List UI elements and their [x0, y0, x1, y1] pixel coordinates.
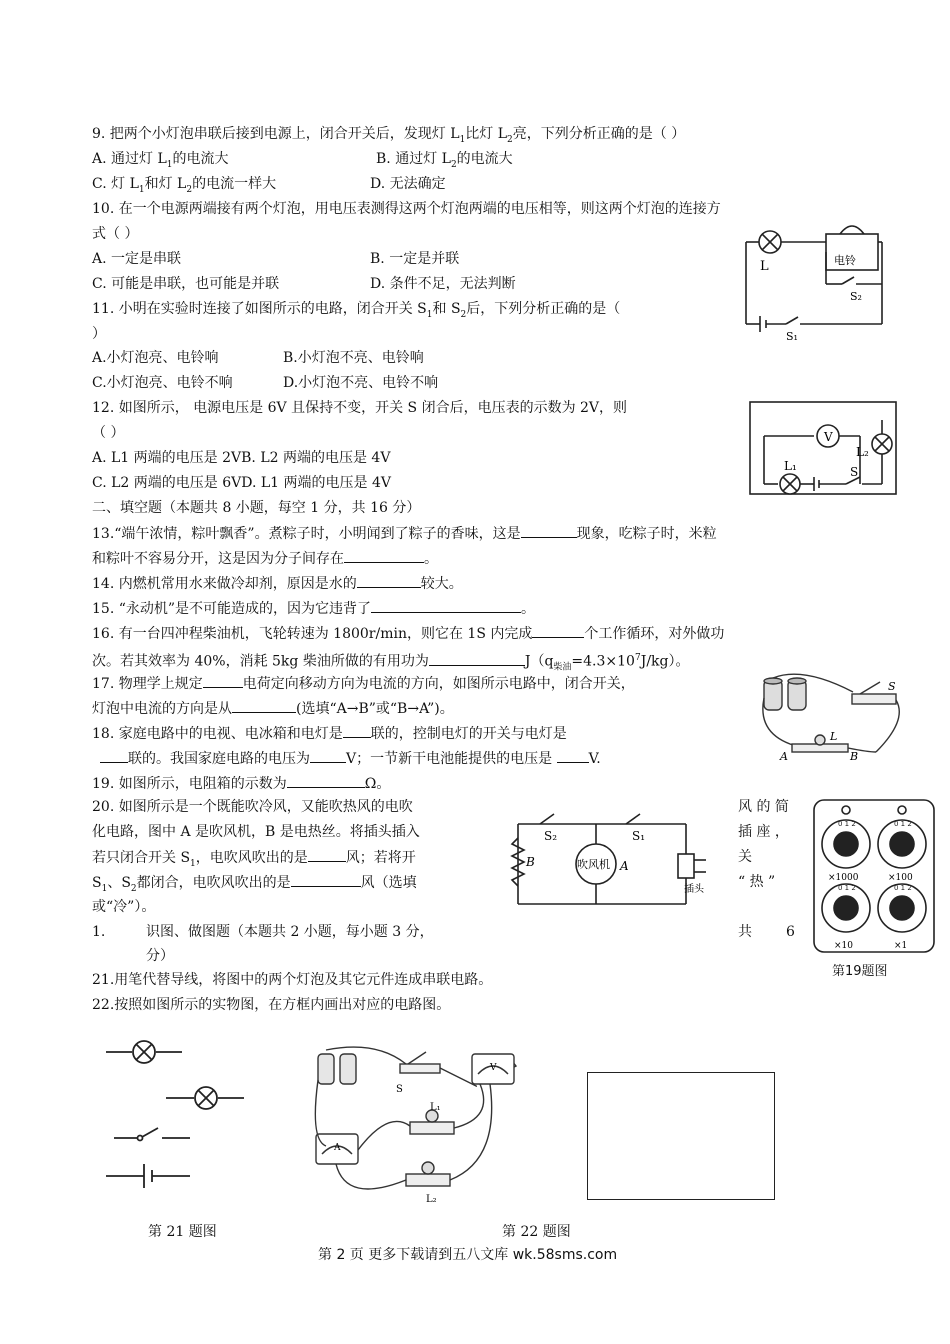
q17-blank-1[interactable]	[203, 673, 243, 688]
q20-line-1: 20. 如图所示是一个既能吹冷风，又能吹热风的电吹	[92, 799, 413, 815]
q12-circuit-figure	[748, 400, 898, 496]
q13-line-1: 13.“端午浓情，粽叶飘香”。煮粽子时，小明闻到了粽子的香味，这是 现象，吃粽子时，米粒	[92, 523, 717, 544]
q20-hairdryer-circuit-figure	[508, 800, 730, 914]
q20-fig-label-s1: S₁	[632, 829, 646, 843]
q16-blank-2[interactable]	[429, 651, 525, 666]
q17-fig-label-a: A	[780, 750, 788, 763]
q20-line-2-right: 插 座 ，	[738, 824, 789, 840]
q18-blank-1[interactable]	[343, 723, 371, 738]
q22-fig-voltmeter-label: V	[490, 1063, 497, 1073]
svg-text:0 1 2: 0 1 2	[894, 884, 912, 892]
q14-line: 14. 内燃机常用水来做冷却剂，原因是水的 较大。	[92, 573, 463, 594]
q18-line-1: 18. 家庭电路中的电视、电冰箱和电灯是 联的，控制电灯的开关与电灯是	[92, 723, 567, 744]
q17-fig-label-l: L	[830, 730, 838, 743]
q22-figure-caption: 第 22 题图	[502, 1224, 571, 1240]
q19-line: 19. 如图所示，电阻箱的示数为 Ω。	[92, 773, 390, 794]
q11-fig-label-l: L	[760, 259, 769, 274]
q9-option-a: A. 通过灯 $L_1$的电流大	[92, 151, 229, 170]
q18-line-2: 联的。我国家庭电路的电压为 V；一节新干电池能提供的电压是 V.	[100, 748, 601, 769]
q20-blank-2[interactable]	[291, 872, 361, 887]
q9-stem: 9. 把两个小灯泡串联后接到电源上，闭合开关后，发现灯 $L_1$比灯 $L_2$亮，下列分析正确的是（ ）	[92, 126, 686, 145]
q12-options-ab: A. L1 两端的电压是 2VB. L2 两端的电压是 4V	[92, 450, 391, 466]
q19-figure-caption: 第19题图	[832, 964, 888, 979]
q11-stem-cont: ）	[92, 326, 106, 342]
q22-text: 22.按照如图所示的实物图，在方框内画出对应的电路图。	[92, 997, 451, 1013]
q13-blank-1[interactable]	[521, 523, 577, 538]
q19-resistance-box-figure	[812, 798, 936, 954]
q21-text: 21.用笔代替导线，将图中的两个灯泡及其它元件连成串联电路。	[92, 972, 493, 988]
q11-circuit-figure	[740, 222, 888, 344]
q20-line-3-right: 关	[738, 849, 752, 865]
q21-figure-caption: 第 21 题图	[148, 1224, 217, 1240]
q12-fig-voltmeter-label: V	[824, 430, 833, 444]
q20-line-2: 化电路，图中 A 是吹风机，B 是电热丝。将插头插入	[92, 824, 420, 840]
q11-fig-label-s2: S₂	[850, 290, 862, 303]
q17-line-2: 灯泡中电流的方向是从 (选填“A→B”或“B→A”)。	[92, 698, 454, 719]
q12-options-cd: C. L2 两端的电压是 6VD. L1 两端的电压是 4V	[92, 475, 391, 491]
q19-dial-label-10: ×10	[834, 941, 853, 951]
q19-dial-label-1000: ×1000	[828, 873, 859, 883]
q9-option-d: D. 无法确定	[370, 176, 446, 192]
section-draw-fen: 分）	[146, 948, 174, 964]
q20-line-5: 或“冷”）。	[92, 899, 156, 915]
q20-blank-1[interactable]	[308, 847, 346, 862]
q21-components-figure	[100, 1034, 250, 1194]
q11-stem: 11. 小明在实验时连接了如图所示的电路，闭合开关 $S_1$和 $S_2$后，下列分析正确的是（	[92, 301, 621, 320]
q11-fig-label-s1: S₁	[786, 330, 798, 343]
q15-line: 15. “永动机”是不可能造成的，因为它违背了 。	[92, 598, 535, 619]
q22-fig-ammeter-label: A	[334, 1143, 341, 1153]
q12-fig-label-s: S	[850, 465, 859, 479]
q17-blank-2[interactable]	[232, 698, 296, 713]
q13-blank-2[interactable]	[344, 548, 424, 563]
section-draw-heading: 识图、做图题（本题共 2 小题，每小题 3 分，	[146, 924, 434, 940]
q10-option-c: C. 可能是串联，也可能是并联	[92, 276, 280, 292]
svg-text:0 1 2: 0 1 2	[838, 820, 856, 828]
q22-real-circuit-figure	[306, 1040, 520, 1210]
q22-answer-box[interactable]	[587, 1072, 775, 1200]
q11-fig-label-bell: 电铃	[834, 254, 856, 267]
q18-blank-3[interactable]	[310, 748, 346, 763]
q20-line-4: $S_1$、$S_2$都闭合，电吹风吹出的是 风（选填	[92, 872, 417, 899]
q16-line-2: 次。若其效率为 40%，消耗 5kg 柴油所做的有用功为 $J(q_{柴油}=4.3\times 10^7J/kg)$。	[92, 648, 689, 677]
q11-option-a: A.小灯泡亮、电铃响	[92, 350, 219, 366]
q17-circuit-figure	[756, 668, 906, 764]
q10-stem-cont: 式（ ）	[92, 226, 139, 242]
q12-fig-label-l1: L₁	[784, 459, 797, 473]
q20-fig-label-a: A	[620, 859, 629, 873]
q22-fig-label-s: S	[396, 1084, 403, 1095]
section-draw-number: 1.	[92, 924, 106, 940]
q10-option-d: D. 条件不足，无法判断	[370, 276, 516, 292]
q14-blank[interactable]	[357, 573, 421, 588]
q20-fig-label-s2: S₂	[544, 829, 558, 843]
q19-dial-label-1: ×1	[894, 941, 908, 951]
q16-line-1: 16. 有一台四冲程柴油机，飞轮转速为 1800r/min，则它在 1S 内完成 个工作循环，对外做功	[92, 623, 724, 644]
q20-line-4-right: “ 热 ”	[738, 874, 776, 890]
q20-fig-label-plug: 插头	[684, 884, 704, 895]
q20-line-1-right: 风 的 简	[738, 799, 789, 815]
q12-fig-label-l2: L₂	[856, 445, 869, 459]
q19-dial-label-100: ×100	[888, 873, 913, 883]
section-fill-blanks-heading: 二、填空题（本题共 8 小题，每空 1 分，共 16 分）	[92, 500, 421, 516]
q12-stem-cont: （ ）	[92, 425, 125, 441]
q12-stem: 12. 如图所示， 电源电压是 6V 且保持不变，开关 S 闭合后，电压表的示数为 2V，则	[92, 400, 628, 416]
q11-option-d: D.小灯泡不亮、电铃不响	[283, 375, 439, 391]
q20-fig-label-fan: 吹风机	[577, 858, 610, 871]
q22-fig-label-l1: L₁	[430, 1102, 441, 1113]
q9-option-c: C. 灯 $L_1$和灯 $L_2$的电流一样大	[92, 176, 277, 195]
section-draw-gong: 共	[738, 924, 752, 940]
q10-option-b: B. 一定是并联	[370, 251, 460, 267]
q13-line-2: 和粽叶不容易分开，这是因为分子间存在 。	[92, 548, 438, 569]
q16-blank-1[interactable]	[532, 623, 584, 638]
q15-blank[interactable]	[371, 598, 521, 613]
q17-fig-label-s: S	[888, 680, 896, 693]
q18-blank-2[interactable]	[100, 748, 128, 763]
q10-stem: 10. 在一个电源两端接有两个灯泡，用电压表测得这两个灯泡两端的电压相等，则这两个灯泡的连接方	[92, 201, 721, 217]
q22-fig-label-l2: L₂	[426, 1194, 437, 1205]
q17-fig-label-b: B	[850, 750, 859, 763]
q11-option-c: C.小灯泡亮、电铃不响	[92, 375, 233, 391]
q11-option-b: B.小灯泡不亮、电铃响	[283, 350, 424, 366]
svg-text:0 1 2: 0 1 2	[894, 820, 912, 828]
q18-blank-4[interactable]	[557, 748, 589, 763]
q20-fig-label-b: B	[526, 855, 535, 869]
page-footer: 第 2 页 更多下载请到五八文库 wk.58sms.com	[318, 1247, 618, 1263]
q10-option-a: A. 一定是串联	[92, 251, 182, 267]
q19-blank[interactable]	[287, 773, 365, 788]
section-draw-six: 6	[786, 924, 795, 940]
q17-line-1: 17. 物理学上规定 电荷定向移动方向为电流的方向，如图所示电路中，闭合开关，	[92, 673, 635, 694]
svg-text:0 1 2: 0 1 2	[838, 884, 856, 892]
q20-line-3: 若只闭合开关 $S_1$，电吹风吹出的是 风；若将开	[92, 847, 416, 874]
q9-option-b: B. 通过灯 $L_2$的电流大	[376, 151, 513, 170]
